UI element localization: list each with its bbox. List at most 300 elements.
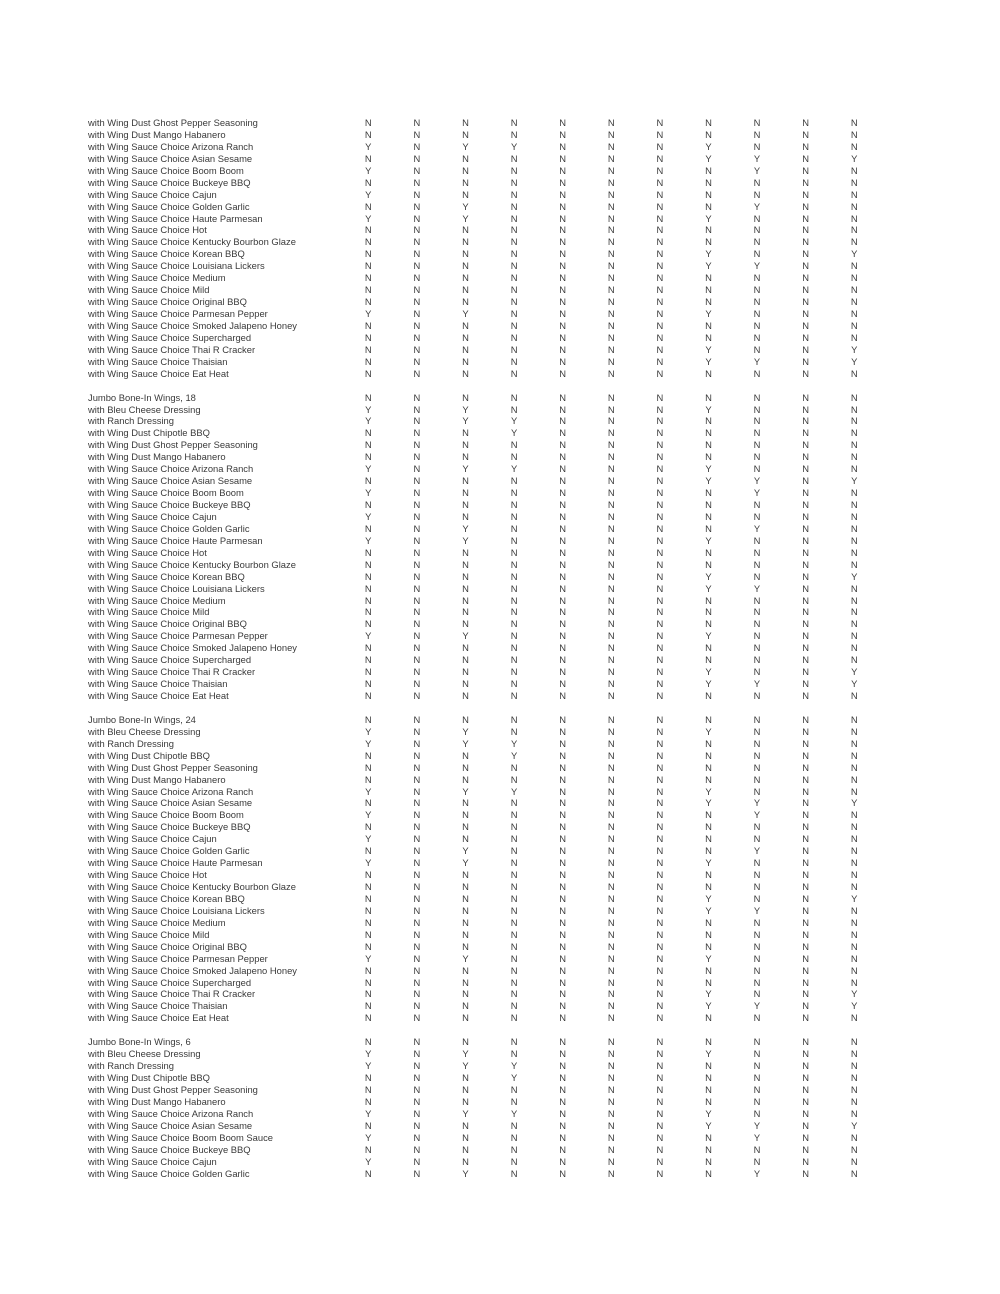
value-cell: N <box>413 821 421 833</box>
value-cell: N <box>656 678 664 690</box>
value-cell: N <box>364 331 372 343</box>
value-cell: N <box>802 522 810 534</box>
item-label: with Wing Sauce Choice Thaisian <box>88 355 228 367</box>
value-cell: Y <box>705 797 712 809</box>
value-cell: N <box>705 654 712 666</box>
value-cell: Y <box>753 1000 761 1012</box>
value-cell: N <box>462 558 469 570</box>
value-cell: N <box>413 952 421 964</box>
value-cell: N <box>364 427 372 439</box>
value-cell: N <box>510 797 518 809</box>
value-cell: N <box>413 857 421 869</box>
value-cell: N <box>364 200 372 212</box>
value-cell: N <box>413 152 421 164</box>
value-cell: N <box>364 236 372 248</box>
value-cell: N <box>510 1155 518 1167</box>
value-cell: Y <box>510 737 518 749</box>
table-row <box>88 1108 879 1120</box>
value-cell: N <box>850 296 858 308</box>
value-cell: N <box>656 666 664 678</box>
value-cell: N <box>462 1095 469 1107</box>
value-cell: N <box>656 713 664 725</box>
value-cell: N <box>413 749 421 761</box>
value-cell: N <box>364 761 372 773</box>
value-cell: N <box>802 928 810 940</box>
value-cell: N <box>607 451 615 463</box>
value-cell: N <box>413 296 421 308</box>
value-cell: N <box>656 1095 664 1107</box>
value-cell: N <box>364 940 372 952</box>
value-cell: N <box>607 857 615 869</box>
value-cell: N <box>802 117 810 128</box>
value-cell: N <box>413 1083 421 1095</box>
value-cell: N <box>705 296 712 308</box>
value-cell: Y <box>365 164 372 176</box>
value-cell: N <box>462 881 469 892</box>
value-cell: N <box>656 785 664 797</box>
value-cell: Y <box>753 845 761 857</box>
value-cell: N <box>607 1036 615 1048</box>
value-cell: N <box>413 272 421 284</box>
value-cell: Y <box>510 785 518 797</box>
value-cell: N <box>850 1036 858 1048</box>
value-cell: N <box>510 1000 518 1012</box>
table-row <box>88 1096 879 1108</box>
value-cell: N <box>413 809 421 821</box>
value-cell: N <box>413 212 421 224</box>
value-cell: Y <box>705 212 712 224</box>
value-cell: N <box>753 308 761 319</box>
value-cell: N <box>850 582 858 594</box>
value-cell: N <box>559 463 567 475</box>
value-cell: N <box>364 284 372 296</box>
item-label: with Wing Sauce Choice Cajun <box>88 833 217 845</box>
item-label: with Wing Sauce Choice Asian Sesame <box>88 152 253 164</box>
table-row <box>88 1084 879 1096</box>
table-row <box>88 809 879 821</box>
value-cell: N <box>802 785 810 797</box>
table-row <box>88 905 879 917</box>
value-cell: N <box>510 260 518 272</box>
value-cell: N <box>510 881 518 892</box>
value-cell: N <box>850 284 858 296</box>
table-row <box>88 666 879 678</box>
table-row <box>88 583 879 595</box>
value-cell: N <box>559 176 567 188</box>
value-cell: N <box>607 618 615 630</box>
value-cell: N <box>462 1083 469 1095</box>
item-label: with Wing Sauce Choice Medium <box>88 916 226 928</box>
value-cell: Y <box>462 212 469 224</box>
value-cell: N <box>364 845 372 857</box>
table-row <box>88 511 879 523</box>
value-cell: N <box>510 188 518 200</box>
value-cell: N <box>559 331 567 343</box>
value-cell: N <box>656 534 664 546</box>
value-cell: N <box>607 427 615 439</box>
value-cell: N <box>413 964 421 976</box>
value-cell: N <box>559 606 567 618</box>
value-cell: N <box>802 1143 810 1155</box>
value-cell: N <box>753 761 761 773</box>
item-label: with Wing Sauce Choice Asian Sesame <box>88 475 253 487</box>
value-cell: Y <box>462 308 469 319</box>
value-cell: N <box>607 1107 615 1119</box>
value-cell: N <box>705 1131 712 1143</box>
value-cell: N <box>559 140 567 152</box>
value-cell: N <box>559 1107 567 1119</box>
value-cell: N <box>559 1012 567 1024</box>
value-cell: N <box>413 224 421 236</box>
value-cell: N <box>802 331 810 343</box>
value-cell: N <box>850 487 858 499</box>
value-cell: N <box>559 904 567 916</box>
value-cell: N <box>607 1072 615 1083</box>
value-cell: N <box>802 367 810 379</box>
value-cell: Y <box>365 952 372 964</box>
value-cell: N <box>364 964 372 976</box>
value-cell: Y <box>462 415 469 427</box>
value-cell: N <box>802 403 810 415</box>
table-row <box>88 941 879 953</box>
value-cell: N <box>607 510 615 522</box>
value-cell: N <box>607 713 615 725</box>
item-label: with Wing Dust Ghost Pepper Seasoning <box>88 761 258 773</box>
value-cell: N <box>607 499 615 510</box>
value-cell: N <box>850 1048 858 1060</box>
value-cell: Y <box>753 164 761 176</box>
value-cell: N <box>510 403 518 415</box>
value-cell: N <box>656 976 664 988</box>
value-cell: N <box>607 140 615 152</box>
value-cell: N <box>850 117 858 128</box>
value-cell: N <box>559 212 567 224</box>
value-cell: N <box>607 128 615 140</box>
value-cell: N <box>753 737 761 749</box>
value-cell: N <box>364 666 372 678</box>
value-cell: Y <box>705 140 712 152</box>
item-label: with Wing Sauce Choice Buckeye BBQ <box>88 499 251 510</box>
value-cell: N <box>559 1060 567 1072</box>
value-cell: N <box>364 654 372 666</box>
value-cell: N <box>705 487 712 499</box>
value-cell: N <box>656 1060 664 1072</box>
item-label: with Wing Sauce Choice Boom Boom Sauce <box>88 1131 273 1143</box>
value-cell: Y <box>705 582 712 594</box>
value-cell: N <box>656 1131 664 1143</box>
value-cell: N <box>559 403 567 415</box>
item-label: with Wing Sauce Choice Thai R Cracker <box>88 343 256 355</box>
value-cell: N <box>850 534 858 546</box>
value-cell: N <box>850 869 858 881</box>
value-cell: N <box>413 773 421 785</box>
value-cell: Y <box>705 308 712 319</box>
value-cell: N <box>656 916 664 928</box>
value-cell: N <box>364 892 372 904</box>
value-cell: N <box>413 367 421 379</box>
value-cell: N <box>850 176 858 188</box>
value-cell: N <box>705 510 712 522</box>
item-section <box>88 1036 879 1179</box>
value-cell: Y <box>705 666 712 678</box>
value-cell: N <box>607 176 615 188</box>
value-cell: N <box>802 1155 810 1167</box>
value-cell: N <box>364 522 372 534</box>
value-cell: N <box>462 582 469 594</box>
value-cell: N <box>510 451 518 463</box>
value-cell: N <box>510 510 518 522</box>
table-row <box>88 475 879 487</box>
value-cell: N <box>705 761 712 773</box>
value-cell: Y <box>705 1000 712 1012</box>
value-cell: N <box>510 367 518 379</box>
value-cell: N <box>510 857 518 869</box>
value-cell: N <box>802 1000 810 1012</box>
value-cell: N <box>510 594 518 606</box>
value-cell: N <box>413 403 421 415</box>
value-cell: N <box>462 618 469 630</box>
value-cell: N <box>850 558 858 570</box>
value-cell: N <box>802 642 810 654</box>
value-cell: N <box>510 212 518 224</box>
value-cell: N <box>656 857 664 869</box>
value-cell: N <box>510 522 518 534</box>
value-cell: Y <box>753 152 761 164</box>
value-cell: N <box>364 152 372 164</box>
item-label: with Wing Sauce Choice Mild <box>88 606 210 618</box>
value-cell: Y <box>365 1131 372 1143</box>
value-cell: N <box>656 451 664 463</box>
value-cell: N <box>753 857 761 869</box>
value-cell: N <box>850 881 858 892</box>
value-cell: N <box>850 630 858 642</box>
item-label: with Wing Sauce Choice Parmesan Pepper <box>88 630 268 642</box>
table-row <box>88 296 879 308</box>
value-cell: N <box>462 797 469 809</box>
table-row <box>88 595 879 607</box>
value-cell: N <box>850 200 858 212</box>
table-row <box>88 129 879 141</box>
value-cell: N <box>559 988 567 1000</box>
value-cell: N <box>510 308 518 319</box>
value-cell: N <box>559 785 567 797</box>
value-cell: N <box>462 892 469 904</box>
item-label: with Wing Dust Chipotle BBQ <box>88 749 210 761</box>
value-cell: N <box>364 916 372 928</box>
table-row <box>88 893 879 905</box>
value-cell: N <box>705 200 712 212</box>
value-cell: N <box>802 140 810 152</box>
value-cell: N <box>462 594 469 606</box>
value-cell: N <box>364 272 372 284</box>
value-cell: N <box>753 666 761 678</box>
table-row <box>88 821 879 833</box>
value-cell: Y <box>365 630 372 642</box>
value-cell: Y <box>462 1167 469 1179</box>
item-label: with Wing Sauce Choice Kentucky Bourbon Glaze <box>88 881 296 892</box>
value-cell: N <box>510 331 518 343</box>
value-cell: N <box>656 833 664 845</box>
table-row <box>88 463 879 475</box>
value-cell: N <box>753 319 761 331</box>
value-cell: N <box>753 236 761 248</box>
value-cell: N <box>510 152 518 164</box>
value-cell: N <box>607 1000 615 1012</box>
value-cell: N <box>510 224 518 236</box>
value-cell: N <box>802 343 810 355</box>
value-cell: N <box>364 260 372 272</box>
value-cell: N <box>850 128 858 140</box>
value-cell: N <box>850 928 858 940</box>
value-cell: N <box>559 1072 567 1083</box>
value-cell: N <box>510 928 518 940</box>
value-cell: N <box>607 200 615 212</box>
value-cell: N <box>753 630 761 642</box>
value-cell: N <box>413 355 421 367</box>
value-cell: N <box>462 296 469 308</box>
value-cell: N <box>559 128 567 140</box>
value-cell: N <box>559 260 567 272</box>
table-row <box>88 774 879 786</box>
value-cell: N <box>462 1012 469 1024</box>
value-cell: N <box>607 236 615 248</box>
value-cell: N <box>559 355 567 367</box>
table-row <box>88 392 879 404</box>
value-cell: N <box>462 391 469 403</box>
value-cell: N <box>559 200 567 212</box>
value-cell: Y <box>510 415 518 427</box>
value-cell: N <box>802 845 810 857</box>
value-cell: N <box>559 618 567 630</box>
value-cell: N <box>510 869 518 881</box>
value-cell: N <box>462 1072 469 1083</box>
item-label: with Wing Dust Ghost Pepper Seasoning <box>88 439 258 451</box>
value-cell: N <box>559 1167 567 1179</box>
value-cell: N <box>705 1060 712 1072</box>
value-cell: Y <box>705 785 712 797</box>
value-cell: N <box>413 618 421 630</box>
item-label: with Wing Sauce Choice Asian Sesame <box>88 797 253 809</box>
value-cell: N <box>607 725 615 737</box>
value-cell: N <box>656 367 664 379</box>
value-cell: Y <box>753 475 761 487</box>
value-cell: N <box>510 821 518 833</box>
value-cell: N <box>802 176 810 188</box>
value-cell: N <box>607 988 615 1000</box>
value-cell: N <box>753 773 761 785</box>
item-label: with Wing Sauce Choice Eat Heat <box>88 367 229 379</box>
value-cell: N <box>850 188 858 200</box>
value-cell: N <box>510 904 518 916</box>
value-cell: Y <box>462 952 469 964</box>
value-cell: Y <box>705 857 712 869</box>
value-cell: N <box>510 1167 518 1179</box>
item-section <box>88 117 879 380</box>
value-cell: N <box>802 200 810 212</box>
item-label: with Wing Sauce Choice Golden Garlic <box>88 522 250 534</box>
value-cell: N <box>802 296 810 308</box>
value-cell: N <box>462 666 469 678</box>
table-row <box>88 690 879 702</box>
value-cell: N <box>510 773 518 785</box>
value-cell: Y <box>705 475 712 487</box>
value-cell: N <box>364 558 372 570</box>
value-cell: N <box>753 499 761 510</box>
value-cell: N <box>413 606 421 618</box>
value-cell: N <box>656 618 664 630</box>
value-cell: N <box>607 212 615 224</box>
value-cell: N <box>559 821 567 833</box>
value-cell: Y <box>851 678 858 690</box>
value-cell: N <box>850 1072 858 1083</box>
value-cell: N <box>559 236 567 248</box>
value-cell: N <box>510 1131 518 1143</box>
value-cell: N <box>364 1083 372 1095</box>
table-row <box>88 260 879 272</box>
value-cell: N <box>705 164 712 176</box>
value-cell: N <box>705 367 712 379</box>
value-cell: N <box>510 546 518 558</box>
value-cell: N <box>559 296 567 308</box>
value-cell: N <box>705 176 712 188</box>
value-cell: N <box>802 1072 810 1083</box>
value-cell: N <box>462 964 469 976</box>
value-cell: N <box>607 892 615 904</box>
item-label: with Wing Sauce Choice Boom Boom <box>88 164 244 176</box>
value-cell: N <box>850 1131 858 1143</box>
value-cell: N <box>413 940 421 952</box>
value-cell: N <box>559 272 567 284</box>
value-cell: N <box>510 1143 518 1155</box>
value-cell: N <box>705 117 712 128</box>
value-cell: N <box>753 642 761 654</box>
value-cell: N <box>802 725 810 737</box>
value-cell: N <box>802 618 810 630</box>
value-cell: N <box>413 737 421 749</box>
value-cell: N <box>364 1095 372 1107</box>
value-cell: N <box>656 296 664 308</box>
value-cell: N <box>656 128 664 140</box>
value-cell: N <box>607 522 615 534</box>
value-cell: N <box>850 940 858 952</box>
value-cell: Y <box>753 355 761 367</box>
value-cell: N <box>607 248 615 260</box>
value-cell: N <box>462 367 469 379</box>
value-cell: N <box>510 630 518 642</box>
value-cell: N <box>462 439 469 451</box>
value-cell: Y <box>510 463 518 475</box>
value-cell: N <box>802 606 810 618</box>
value-cell: N <box>850 510 858 522</box>
value-cell: N <box>705 1036 712 1048</box>
table-row <box>88 153 879 165</box>
table-row <box>88 750 879 762</box>
value-cell: N <box>413 534 421 546</box>
value-cell: N <box>850 1095 858 1107</box>
value-cell: N <box>753 725 761 737</box>
value-cell: Y <box>753 809 761 821</box>
value-cell: N <box>802 761 810 773</box>
value-cell: N <box>753 117 761 128</box>
item-label: with Wing Sauce Choice Korean BBQ <box>88 892 245 904</box>
value-cell: N <box>607 964 615 976</box>
value-cell: N <box>607 296 615 308</box>
table-row <box>88 320 879 332</box>
value-cell: N <box>364 713 372 725</box>
value-cell: N <box>656 1119 664 1131</box>
value-cell: Y <box>365 140 372 152</box>
value-cell: N <box>656 773 664 785</box>
